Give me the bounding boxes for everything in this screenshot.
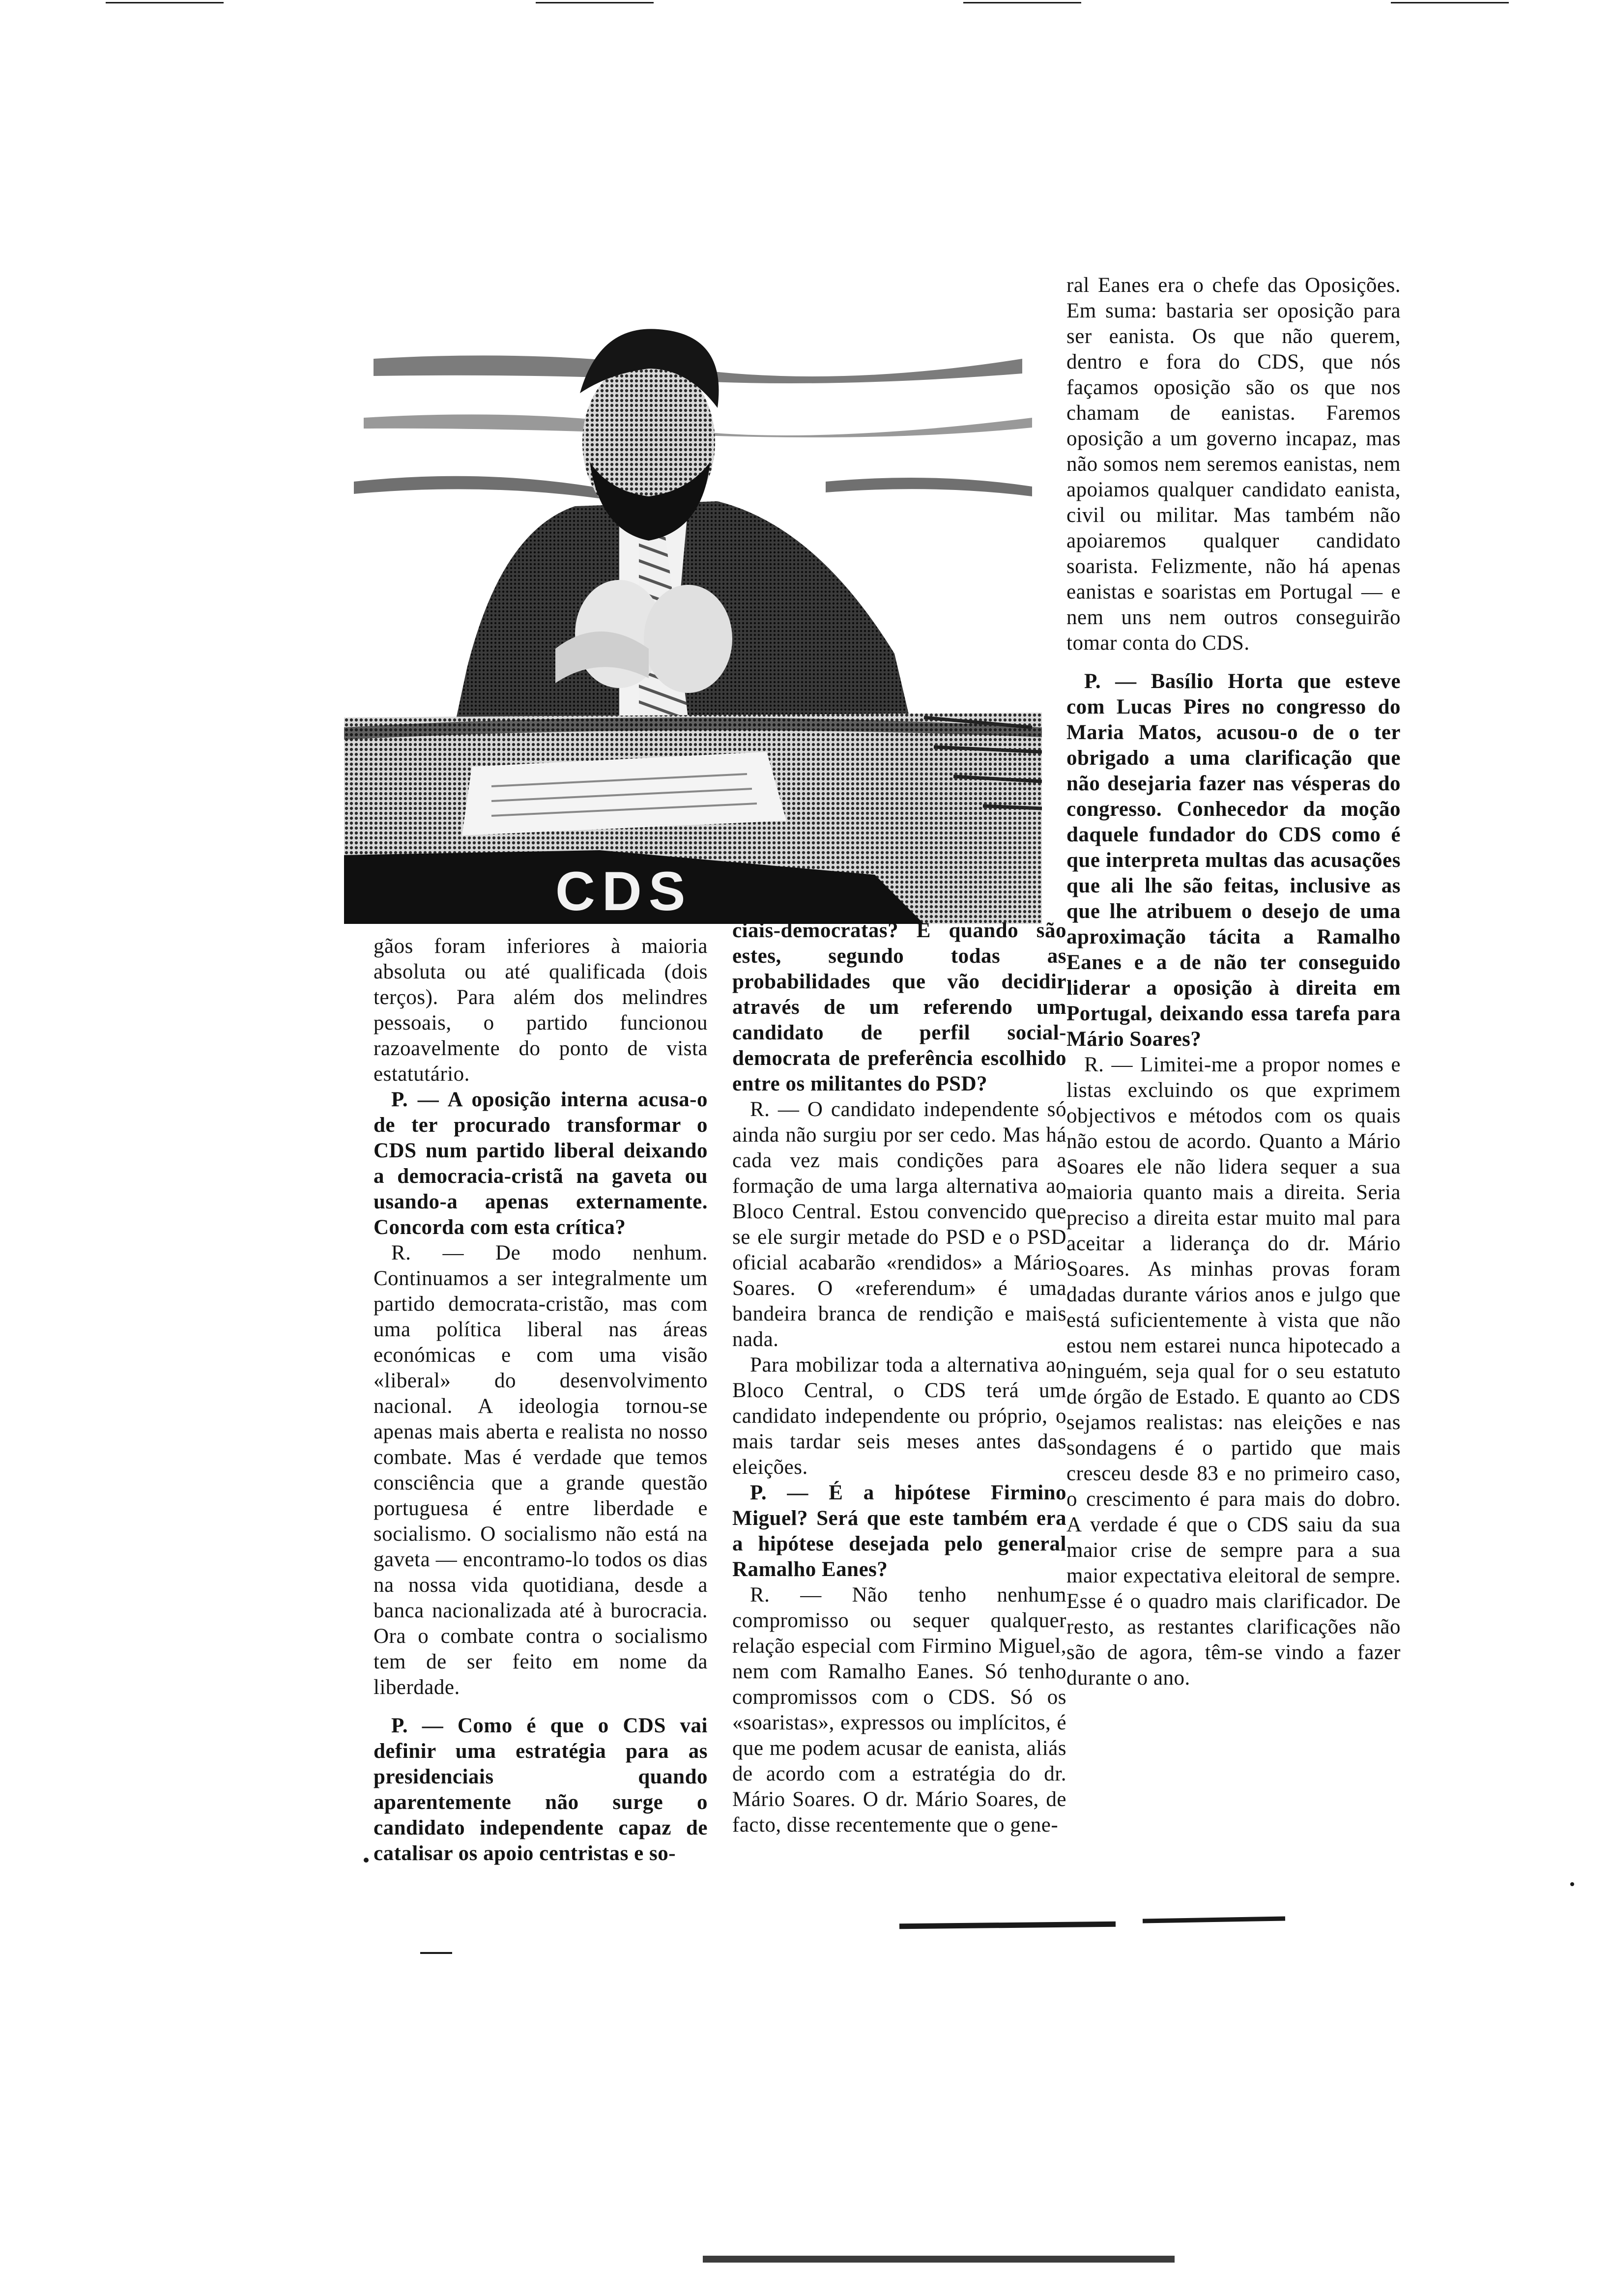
footer-scan-line (703, 2256, 1175, 2263)
top-edge-rule-right (963, 2, 1081, 3)
left-margin-dot (364, 1858, 369, 1863)
right-margin-dot (1570, 1882, 1574, 1886)
question: P. — É a hipótese Firmino Miguel? Será que este também era a hipótese desejada pelo general Ramalho Eanes? (732, 1481, 1066, 1581)
top-edge-rule-center (536, 2, 654, 3)
article-column-2 (732, 918, 1066, 1838)
paragraph: ral Eanes era o chefe das Oposições. Em suma: bastaria ser oposição para ser eanista. Os que não querem, dentro e fora do CDS, que nós façamos oposição são os que nos chamam de eanistas. Faremos oposição a um governo incapaz, mas não somos nem seremos eanistas, nem apoiamos qualquer candidato eanista, civil ou militar. Mas também não apoiaremos qualquer candidato soarista. Felizmente, não há apenas eanistas e soaristas em Portugal — e nem uns nem outros conseguirão tomar conta do CDS. (1066, 274, 1401, 655)
bottom-rule-right (1143, 1916, 1285, 1923)
top-edge-rule-left (106, 2, 224, 3)
answer: R. — O candidato independente só ainda não surgiu por ser cedo. Mas há cada vez mais condições para a formação de uma larga alternativa ao Bloco Central. Estou convencido que se ele surgir metade do PSD e o PSD oficial acabarão «rendidos» a Mário Soares. O «referendum» é uma bandeira branca de rendição e mais nada. (732, 1098, 1066, 1351)
question: P. — Basílio Horta que esteve com Lucas Pires no congresso do Maria Matos, acusou-o de o ter obrigado a uma clarificação que não desejaria fazer nas vésperas do congresso. Conhecedor da moção daquele fundador do CDS como é que interpreta multas das acusações que ali lhe são feitas, inclusive as que lhe atribuem o desejo de uma aproximação tácita a Ramalho Eanes e a de não ter conseguido liderar a oposição à direita em Portugal, deixando essa tarefa para Mário Soares? (1066, 670, 1401, 1051)
left-margin-mark (420, 1952, 452, 1954)
answer: R. — Não tenho nenhum compromisso ou sequer qualquer relação especial com Firmino Miguel, nem com Ramalho Eanes. Só tenho compromissos com o CDS. Só os «soaristas», expressos ou implícitos, é que me podem acusar de eanista, aliás de acordo com a estratégia do dr. Mário Soares. O dr. Mário Soares, de facto, disse recentemente que o gene- (732, 1583, 1066, 1837)
interview-photo (344, 295, 1042, 924)
answer: R. — De modo nenhum. Continuamos a ser integralmente um partido democrata-cristão, mas com uma política liberal nas áreas económicas e com uma visão «liberal» do desenvolvimento nacional. A ideologia tornou-se apenas mais aberta e realista no nosso combate. Mas é verdade que temos consciência que a grande questão portuguesa é entre liberdade e socialismo. O socialismo não está na gaveta — encontramo-lo todos os dias na nossa vida quotidiana, desde a banca nacionalizada até à burocracia. Ora o combate contra o socialismo tem de ser feito em nome da liberdade. (374, 1241, 708, 1699)
question-continued: ciais-democratas? E quando são estes, segundo todas as probabilidades que vão decidir através de um referendo um candidato de perfil social-democrata de preferência escolhido entre os militantes do PSD? (732, 919, 1066, 1095)
article-column-3 (1066, 273, 1401, 1691)
answer: Para mobilizar toda a alternativa ao Bloco Central, o CDS terá um candidato independente ou próprio, o mais tardar seis meses antes das eleições. (732, 1353, 1066, 1479)
answer: R. — Limitei-me a propor nomes e listas excluindo os que exprimem objectivos e métodos com os quais não estou de acordo. Quanto a Mário Soares ele não lidera sequer a sua maioria quanto mais a direita. Seria preciso a direita estar muito mal para aceitar a liderança do dr. Mário Soares. As minhas provas foram dadas durante vários anos e julgo que está suficientemente à vista que não estou nem estarei nunca hipotecado a ninguém, seja qual for o seu estatuto de órgão de Estado. E quanto ao CDS sejamos realistas: nas eleições e nas sondagens é o partido que mais cresceu desde 83 e no primeiro caso, o crescimento é para mais do dobro. A verdade é que o CDS saiu da sua maior crise de sempre para a sua maior expectativa eleitoral de sempre. Esse é o quadro mais clarificador. De resto, as restantes clarificações não são de agora, têm-se vindo a fazer durante o ano. (1066, 1053, 1401, 1690)
paragraph: gãos foram inferiores à maioria absoluta ou até qualificada (dois terços). Para além dos melindres pessoais, o partido funcionou razoavelmente do ponto de vista estatutário. (374, 935, 708, 1086)
bottom-rule-center (899, 1922, 1116, 1929)
question: P. — A oposição interna acusa-o de ter procurado transformar o CDS num partido liberal deixando a democracia-cristã na gaveta ou usando-a apenas externamente. Concorda com esta crítica? (374, 1088, 708, 1239)
top-edge-rule-far-right (1391, 2, 1509, 3)
cds-logo: CDS (555, 861, 692, 922)
photo-illustration (344, 295, 1042, 924)
question: P. — Como é que o CDS vai definir uma estratégia para as presidenciais quando aparentemente não surge o candidato independente capaz de catalisar os apoio centristas e so- (374, 1714, 708, 1865)
person-hand-right (644, 585, 732, 693)
article-column-1 (374, 934, 708, 1866)
